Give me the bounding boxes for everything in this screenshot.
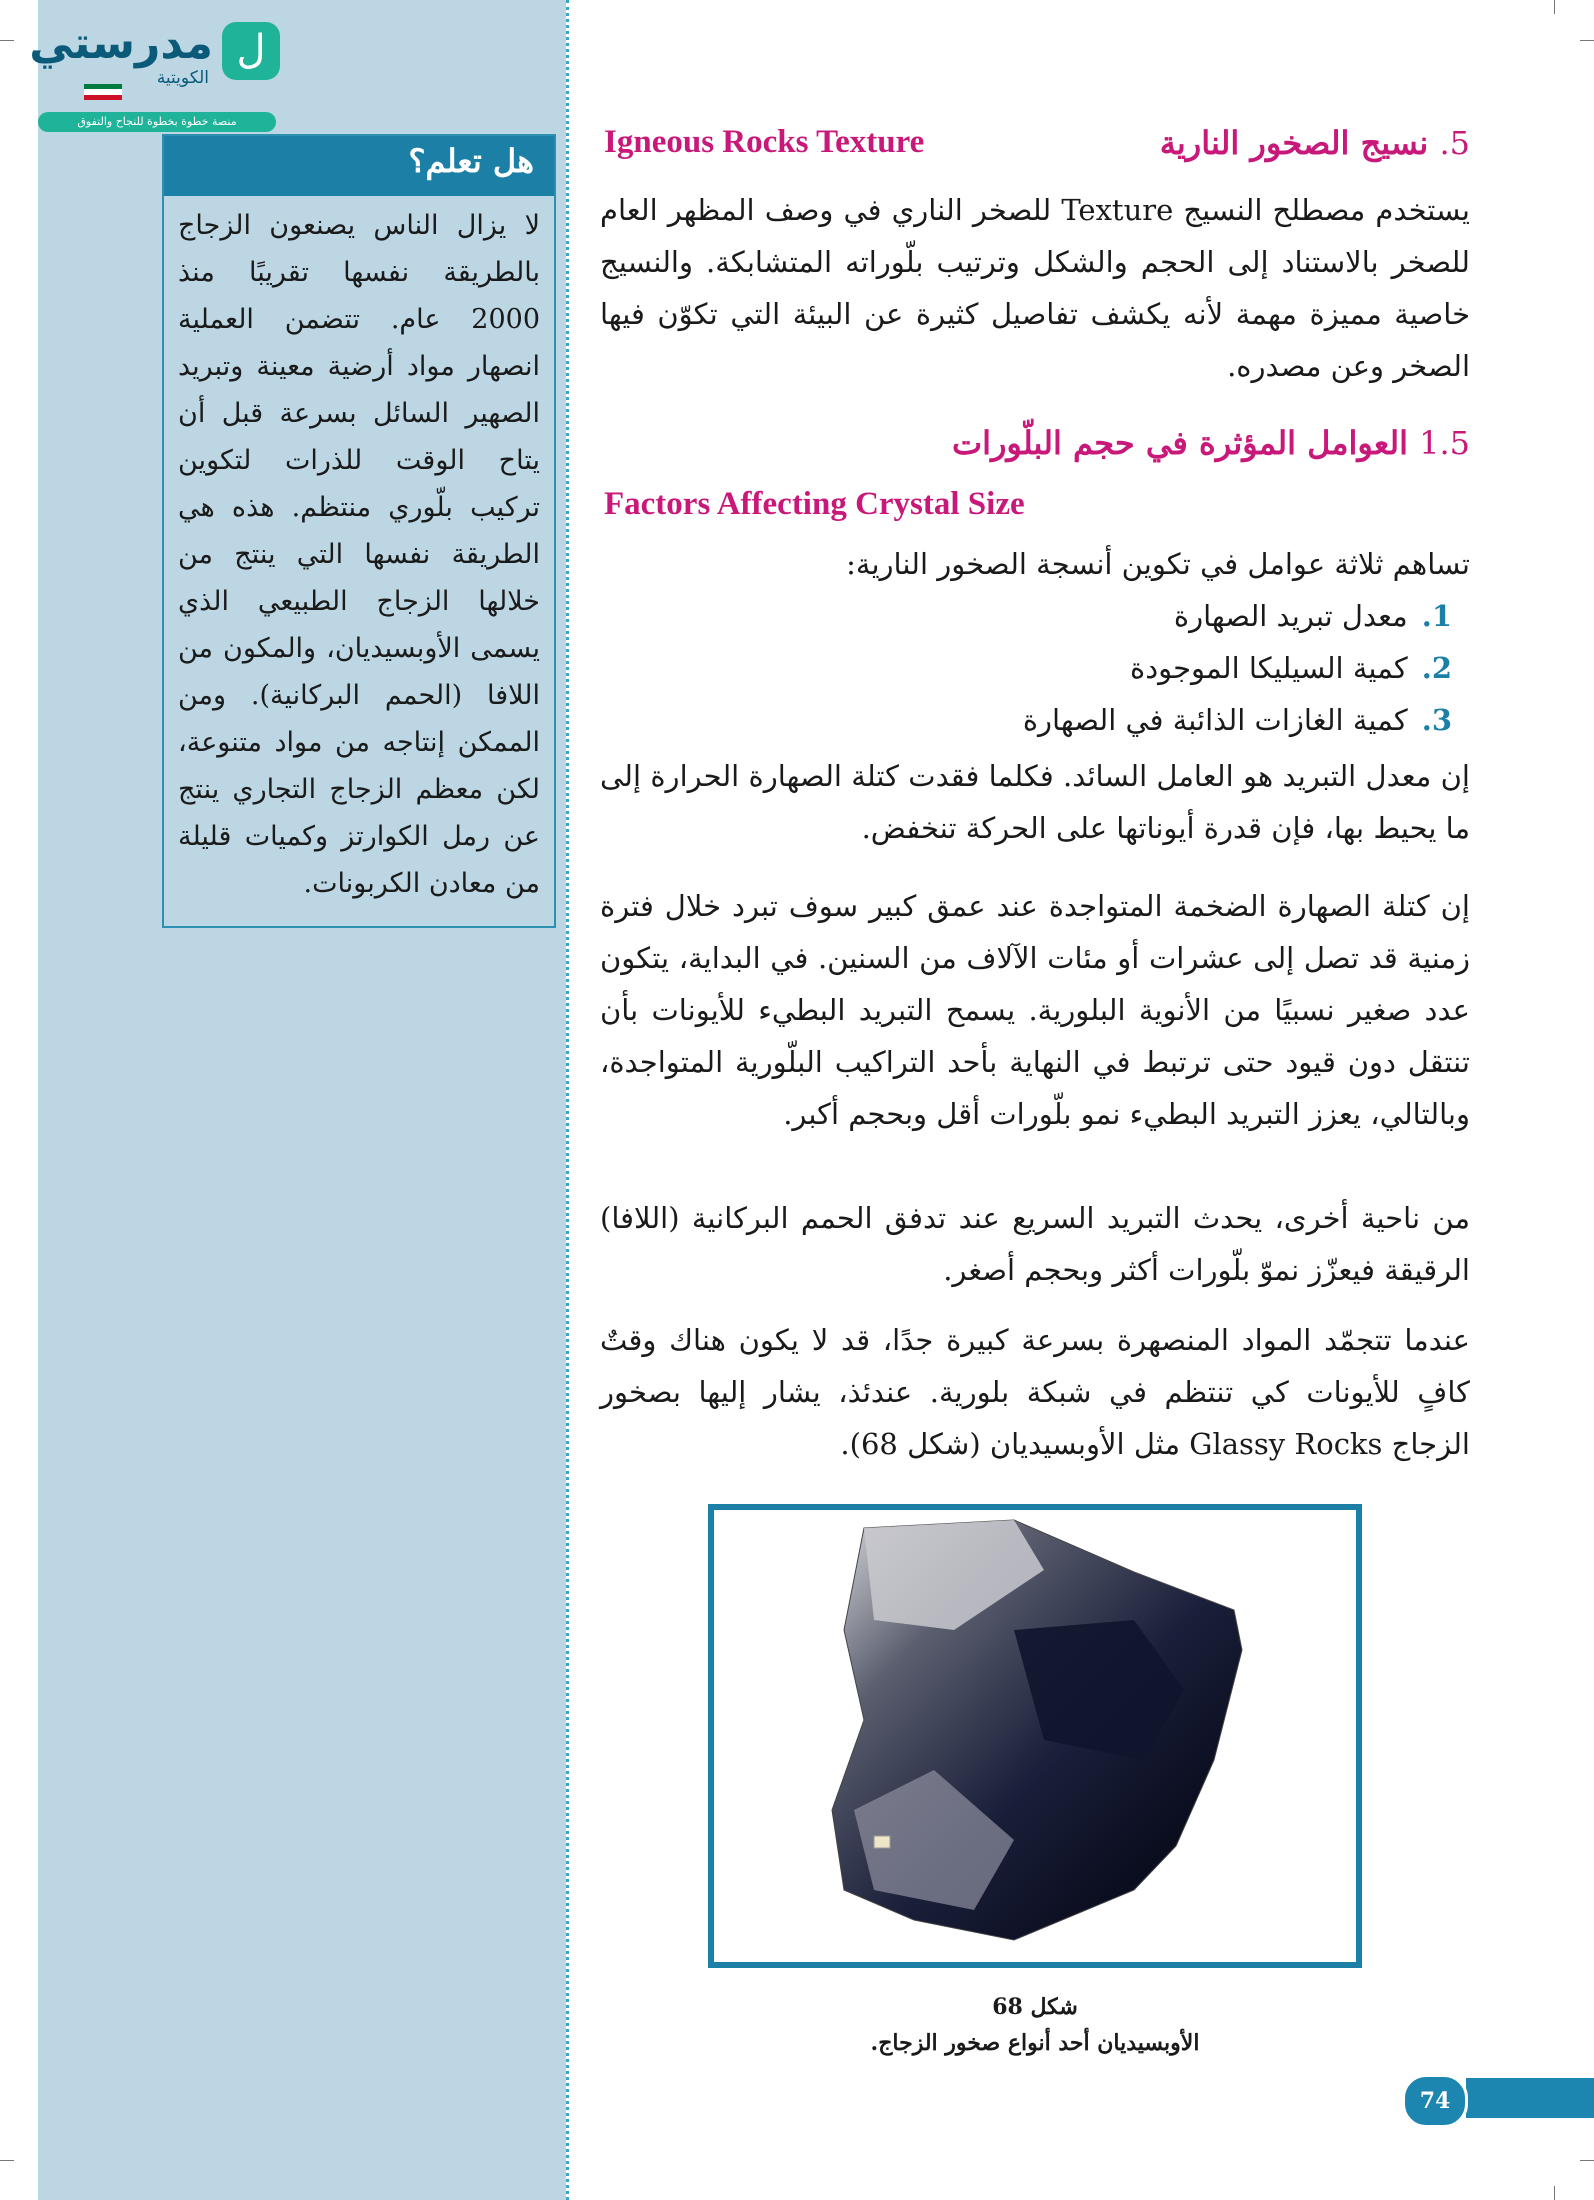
section-number: 1.5: [1419, 424, 1470, 462]
texture-paragraph: يستخدم مصطلح النسيج Texture للصخر الناري في وصف المظهر العام للصخر بالاستناد إلى الحجم والشكل وترتيب بلّوراته المتشابكة. والنسيج خاصية مميزة مهمة لأنه يكشف تفاصيل كثيرة عن البيئة التي تكوّن فيها الصخر وعن مصدره.: [600, 193, 1470, 383]
did-you-know-box: [162, 134, 556, 928]
crop-mark: [1554, 0, 1555, 14]
logo-tagline: منصة خطوة بخطوة للنجاح والتفوق: [38, 112, 276, 132]
section-title-en: Igneous Rocks Texture: [604, 124, 925, 160]
logo-subtitle: الكويتية: [156, 68, 209, 88]
factors-intro: تساهم ثلاثة عوامل في تكوين أنسجة الصخور النارية:: [846, 547, 1470, 581]
logo-name: مدرستي: [29, 18, 213, 69]
list-number: 3.: [1421, 703, 1452, 737]
section-title-ar: نسيج الصخور النارية: [1159, 124, 1429, 162]
cooling-rate-paragraph: إن معدل التبريد هو العامل السائد. فكلما فقدت كتلة الصهارة الحرارة إلى ما يحيط بها، فإن قدرة أيوناتها على الحركة تنخفض.: [600, 759, 1470, 845]
site-logo[interactable]: [29, 18, 283, 128]
logo-badge-icon: ل: [222, 22, 280, 80]
section-number: 5.: [1439, 124, 1470, 162]
did-you-know-title: هل تعلم؟: [164, 136, 554, 196]
kuwait-flag-icon: [84, 84, 122, 100]
section-title-en: Factors Affecting Crystal Size: [604, 486, 1025, 522]
crop-mark: [0, 2160, 14, 2161]
list-number: 2.: [1421, 651, 1452, 685]
fast-cooling-paragraph: من ناحية أخرى، يحدث التبريد السريع عند تدفق الحمم البركانية (اللافا) الرقيقة فيعزّز نموّ بلّورات أكثر وبحجم أصغر.: [600, 1201, 1470, 1287]
obsidian-photo: [714, 1510, 1356, 1962]
crop-mark: [1554, 2186, 1555, 2200]
list-item-text: كمية السيليكا الموجودة: [1130, 651, 1408, 685]
section-title-ar: العوامل المؤثرة في حجم البلّورات: [951, 424, 1408, 462]
page-number-bar: [1466, 2078, 1594, 2118]
list-number: 1.: [1421, 599, 1452, 633]
column-divider: [566, 0, 569, 2200]
factors-list: [600, 590, 1470, 746]
list-item-text: كمية الغازات الذائبة في الصهارة: [1022, 703, 1408, 737]
figure-frame: [708, 1504, 1362, 1968]
crop-mark: [1580, 2160, 1594, 2161]
glassy-rocks-paragraph: عندما تتجمّد المواد المنصهرة بسرعة كبيرة جدًا، قد لا يكون هناك وقتٌ كافٍ للأيونات كي تنتظم في شبكة بلورية. عندئذ، يشار إليها بصخور الزجاج Glassy Rocks مثل الأوبسيديان (شكل 68).: [600, 1323, 1470, 1461]
section-1-5-heading: [600, 424, 1470, 462]
list-item: [600, 694, 1470, 746]
list-item: [600, 590, 1470, 642]
crop-mark: [1580, 40, 1594, 41]
did-you-know-text: لا يزال الناس يصنعون الزجاج بالطريقة نفسها تقريبًا منذ 2000 عام. تتضمن العملية انصهار مواد أرضية معينة وتبريد الصهير السائل بسرعة قبل أن يتاح الوقت للذرات لتكوين تركيب بلّوري منتظم. هذه هي الطريقة نفسها التي ينتج من خلالها الزجاج الطبيعي الذي يسمى الأوبسيديان، والمكون من اللافا (الحمم البركانية). ومن الممكن إنتاجه من مواد متنوعة، لكن معظم الزجاج التجاري ينتج عن رمل الكوارتز وكميات قليلة من معادن الكربونات.: [178, 210, 540, 899]
slow-cooling-paragraph: إن كتلة الصهارة الضخمة المتواجدة عند عمق كبير سوف تبرد خلال فترة زمنية قد تصل إلى عشرات أو مئات الآلاف من السنين. في البداية، يتكون عدد صغير نسبيًا من الأنوية البلورية. يسمح التبريد البطيء للأيونات بأن تنتقل دون قيود حتى ترتبط في النهاية بأحد التراكيب البلّورية المتواجدة، وبالتالي، يعزز التبريد البطيء نمو بلّورات أقل وبحجم أكبر.: [600, 889, 1470, 1131]
figure-label: شكل 68: [992, 1994, 1078, 2020]
page-number: 74: [1402, 2074, 1468, 2128]
crop-mark: [0, 40, 14, 41]
figure-caption: الأوبسيديان أحد أنواع صخور الزجاج.: [870, 2030, 1200, 2056]
list-item: [600, 642, 1470, 694]
list-item-text: معدل تبريد الصهارة: [1173, 599, 1408, 633]
